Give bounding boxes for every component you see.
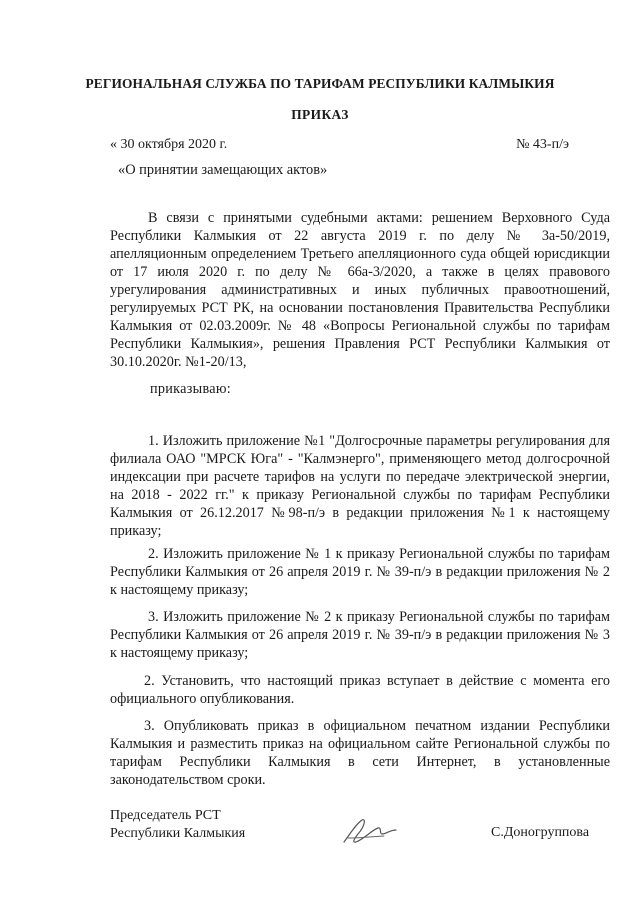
signer-position	[110, 807, 245, 843]
order-item-4	[110, 672, 610, 708]
signer-name: С.Доногруппова	[491, 825, 590, 840]
document-subject: «О принятии замещающих актов»	[118, 162, 328, 178]
order-item-2	[110, 545, 610, 599]
preamble-text: В связи с принятыми судебными актами: решением Верховного Суда Республики Калмыкия от 22 августа 2019 г. по делу № 3а-50/2019, апелляционным определением Третьего апелляционного суда общей юрисдикции от 17 июля 2020 г. по делу № 66а-3/2020, а также в целях правового урегулирования административных и иных публичных правоотношений, регулируемых РСТ РК, на основании постановления Правительства Республики Калмыкия от 02.03.2009г. № 48 «Вопросы Региональной службы по тарифам Республики Калмыкия», решения Правления РСТ Республики Калмыкия от 30.10.2020г. №1-20/13,	[110, 210, 610, 370]
document-type-title: ПРИКАЗ	[291, 107, 349, 122]
document-number: № 43-п/э	[516, 137, 569, 152]
decree-word: приказываю:	[150, 381, 232, 397]
document-date: « 30 октября 2020 г.	[110, 137, 228, 152]
handwritten-signature	[338, 812, 400, 848]
signer-position-line-1: Председатель РСТ	[110, 808, 221, 823]
order-item-2-text: 2. Изложить приложение № 1 к приказу Региональной службы по тарифам Республики Калмыкия от 26 апреля 2019 г. № 39-п/э в редакции приложения № 2 к настоящему приказу;	[110, 546, 610, 598]
preamble-paragraph	[110, 209, 610, 371]
order-item-3-text: 3. Изложить приложение № 2 к приказу Региональной службы по тарифам Республики Калмыкия от 26 апреля 2019 г. № 39-п/э в редакции приложения № 3 к настоящему приказу;	[110, 609, 610, 661]
order-item-5-text: 3. Опубликовать приказ в официальном печатном издании Республики Калмыкия и разместить приказ на официальном сайте Региональной службы по тарифам Республики Калмыкия в сети Интернет, в установленные законодательством сроки.	[110, 718, 610, 788]
order-item-3	[110, 608, 610, 662]
order-item-4-text: 2. Установить, что настоящий приказ вступает в действие с момента его официального опубликования.	[110, 673, 610, 707]
order-item-1	[110, 432, 610, 540]
order-item-1-text: 1. Изложить приложение №1 "Долгосрочные параметры регулирования для филиала ОАО "МРСК Юга" - "Калмэнерго", применяющего метод долгосрочной индексации при расчете тарифов на услуги по передаче электрической энергии, на 2018 - 2022 гг." к приказу Региональной службы по тарифам Республики Калмыкия от 26.12.2017 №98-п/э в редакции приложения №1 к настоящему приказу;	[110, 433, 610, 539]
order-item-5	[110, 717, 610, 789]
signer-position-line-2: Республики Калмыкия	[110, 826, 246, 841]
organization-heading: РЕГИОНАЛЬНАЯ СЛУЖБА ПО ТАРИФАМ РЕСПУБЛИКИ КАЛМЫКИЯ	[85, 76, 555, 91]
